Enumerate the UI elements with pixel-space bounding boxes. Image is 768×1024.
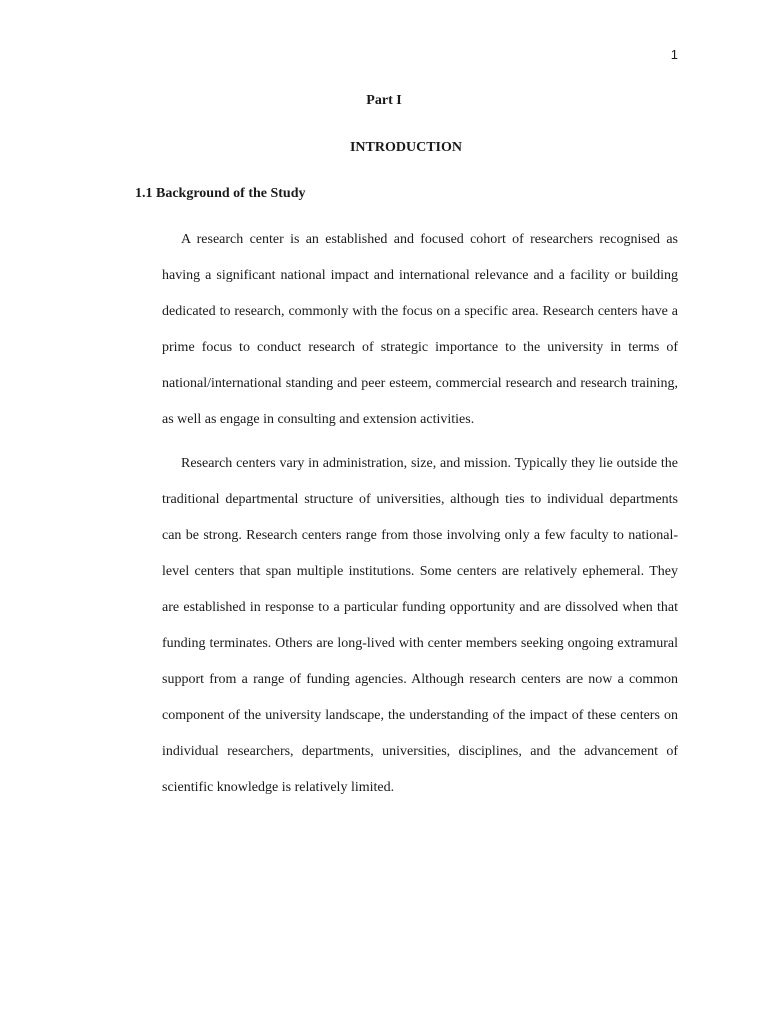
chapter-title: INTRODUCTION bbox=[349, 140, 462, 155]
paragraph-2-text: Research centers vary in administration, size, and mission. Typically they lie outside the traditional departmental structure of universities, although ties to individual departments can be strong. Research centers range from those involving only a few faculty to national-level centers that span multiple institutions. Some centers are relatively ephemeral. They are established in response to a particular funding opportunity and are dissolved when that funding terminates. Others are long-lived with center members seeking ongoing extramural support from a range of funding agencies. Although research centers are now a common component of the university landscape, the understanding of the impact of these centers on individual researchers, departments, universities, disciplines, and the advancement of scientific knowledge is relatively limited. bbox=[162, 456, 678, 795]
paragraph-1-text: A research center is an established and focused cohort of researchers recognised as having a significant national impact and international relevance and a facility or building dedicated to research, commonly with the focus on a specific area. Research centers have a prime focus to conduct research of strategic importance to the university in terms of national/international standing and peer esteem, commercial research and research training, as well as engage in consulting and extension activities. bbox=[162, 232, 678, 427]
part-title: Part I bbox=[366, 93, 402, 108]
paragraph-2 bbox=[162, 446, 678, 806]
paragraph-1 bbox=[162, 222, 678, 438]
page-number: 1 bbox=[670, 47, 678, 62]
section-title: 1.1 Background of the Study bbox=[135, 186, 306, 201]
